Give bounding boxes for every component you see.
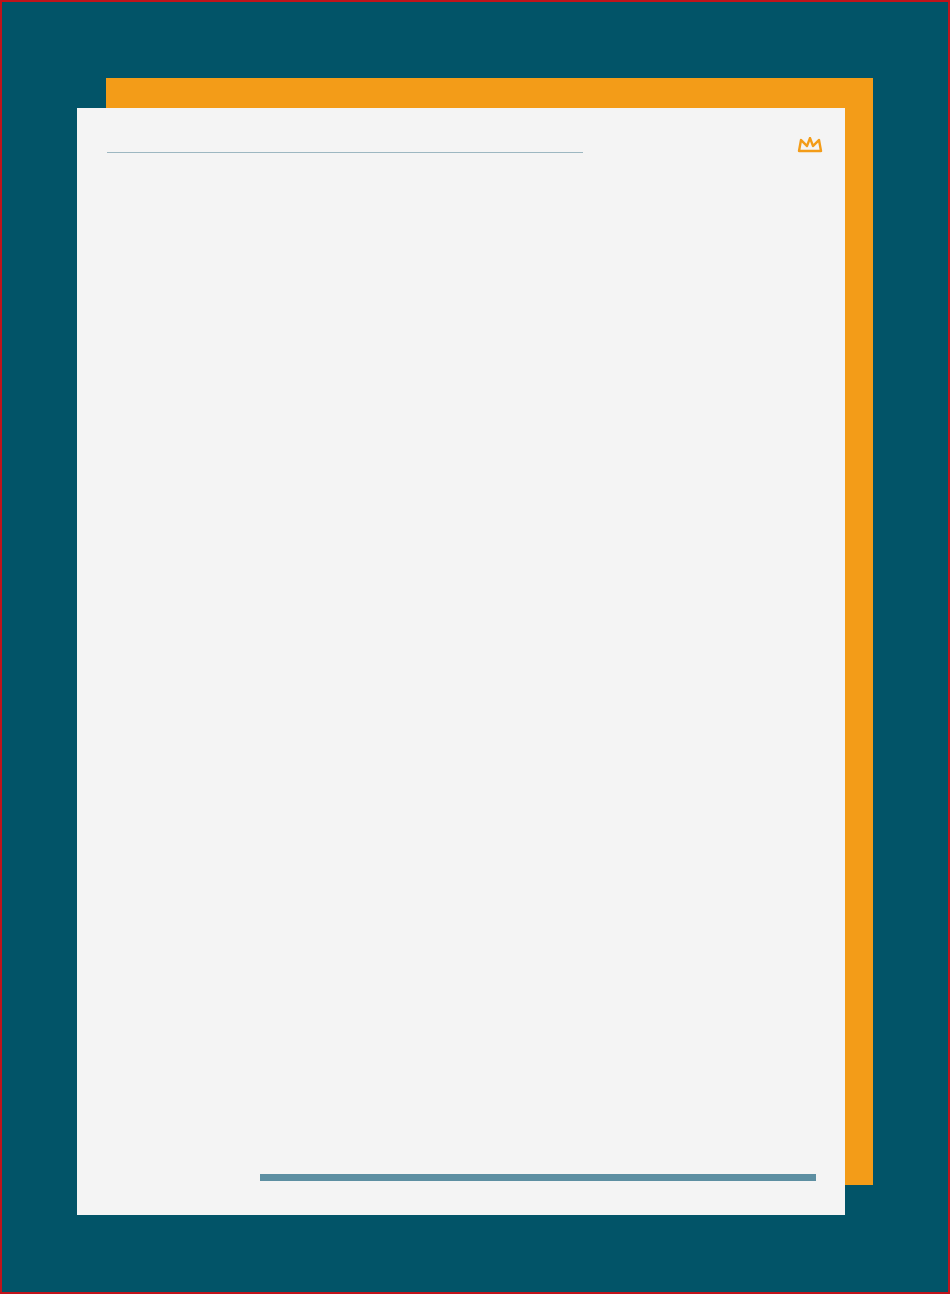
worksheet-page [77,108,845,1215]
section-1-heading [167,347,173,368]
section-2-heading [167,744,173,765]
footer-bar [260,1174,816,1181]
crown-icon [797,137,823,153]
header-rule [107,152,583,153]
